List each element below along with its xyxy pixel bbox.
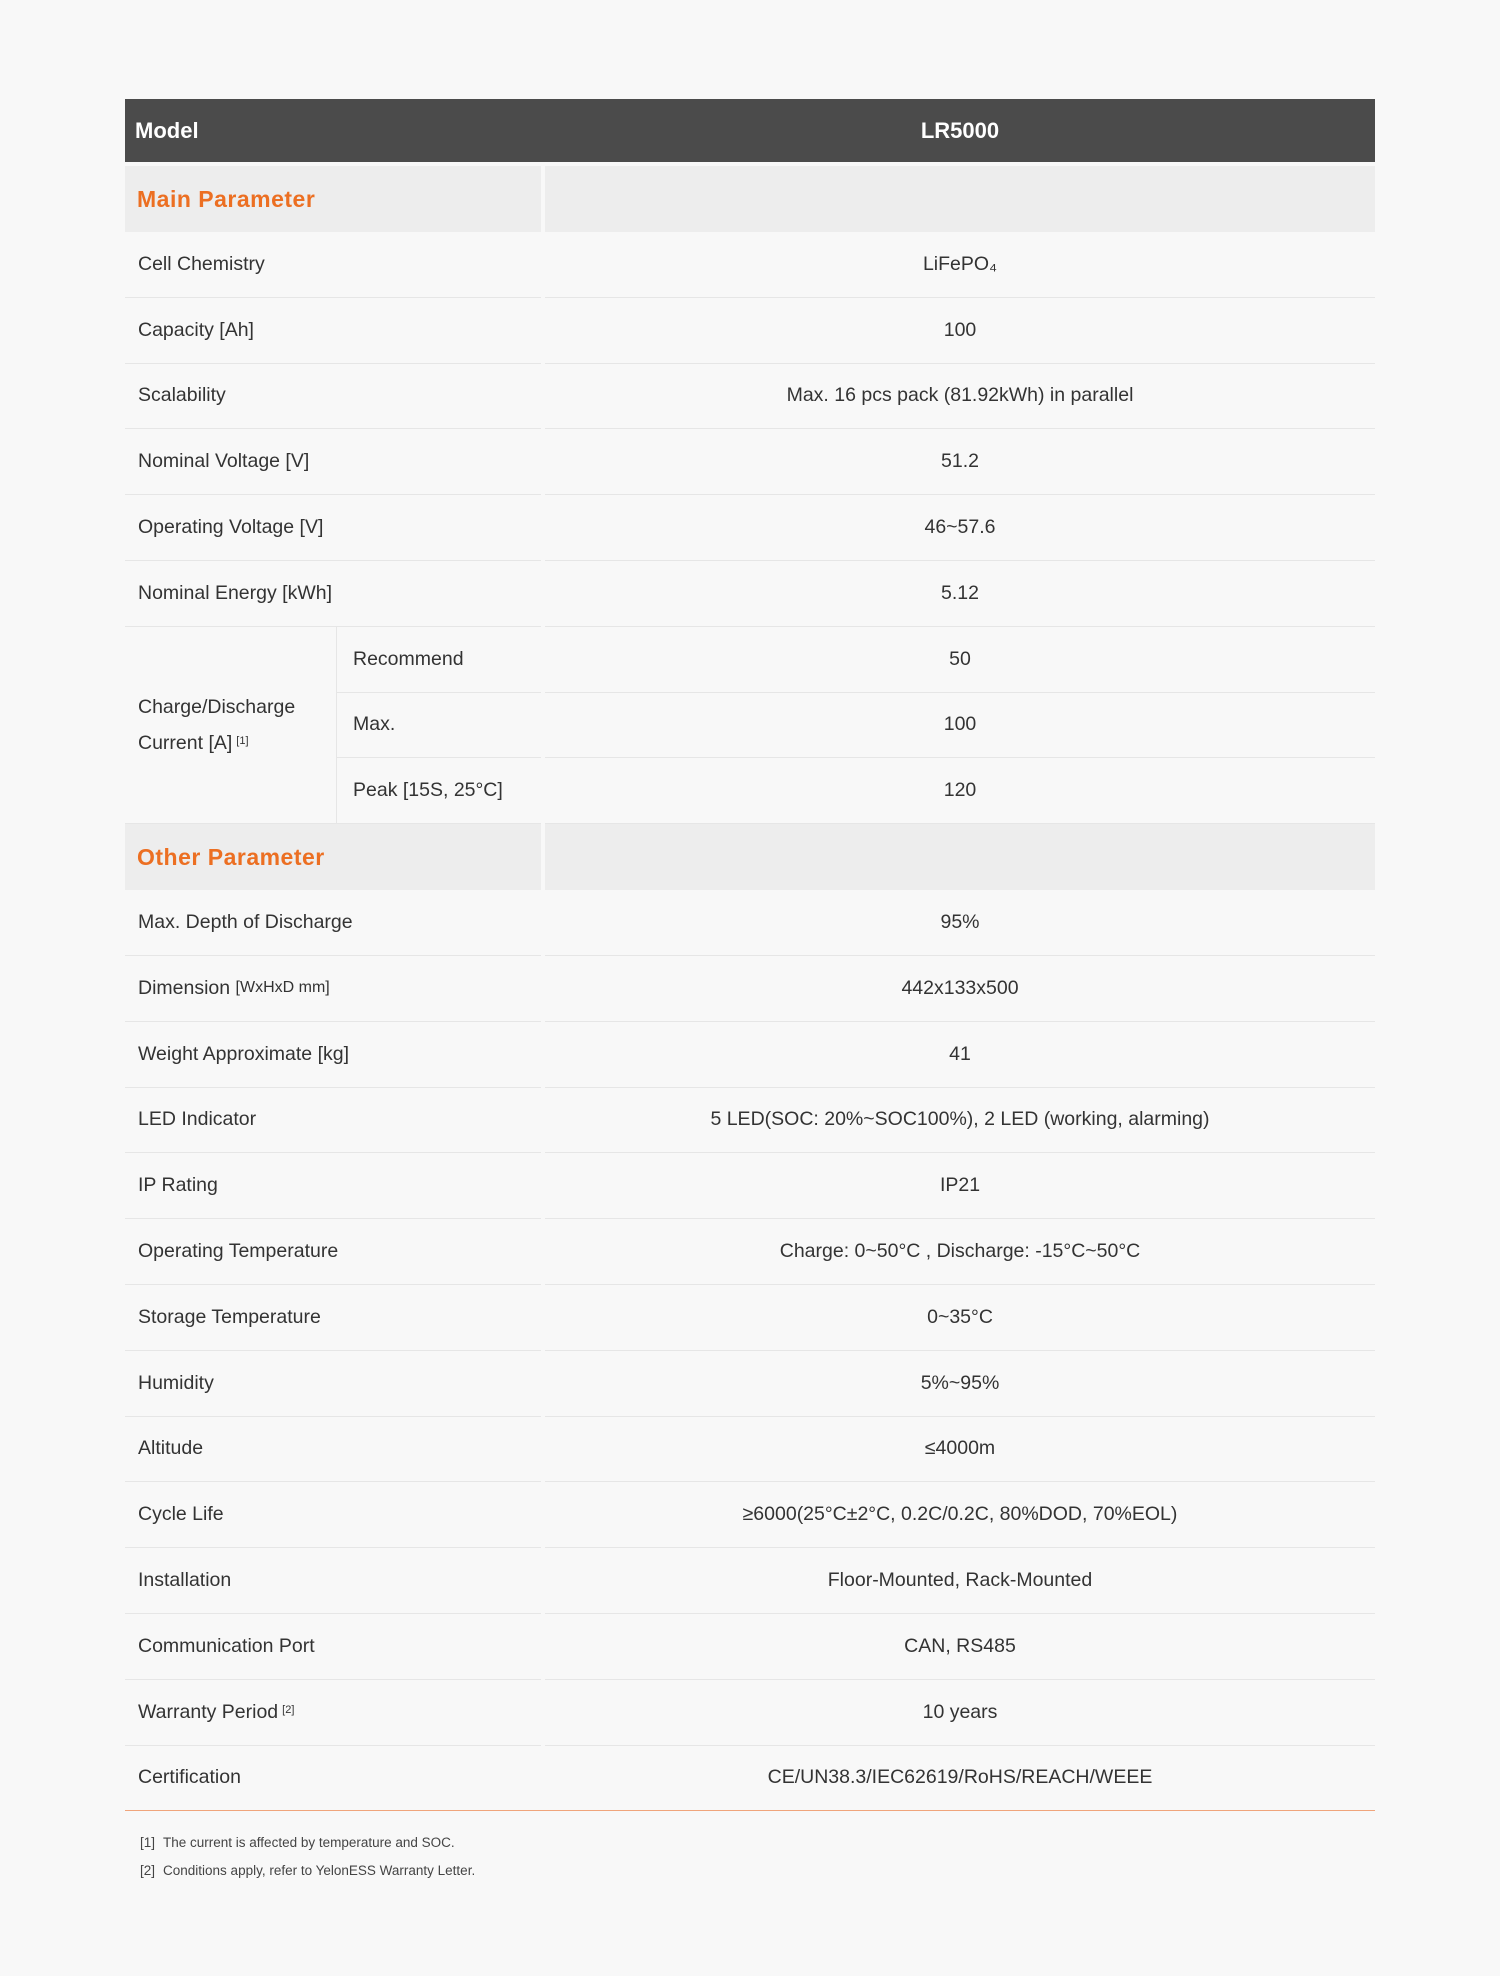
row-label: Operating Voltage [V] — [125, 495, 541, 561]
row-value: Floor-Mounted, Rack-Mounted — [545, 1548, 1375, 1614]
row-value: 100 — [545, 693, 1375, 759]
table-row — [337, 627, 1375, 693]
row-value: Charge: 0~50°C , Discharge: -15°C~50°C — [545, 1219, 1375, 1285]
row-value: 5 LED(SOC: 20%~SOC100%), 2 LED (working, alarming) — [545, 1088, 1375, 1154]
table-row — [125, 1614, 1375, 1680]
footnote-text: Conditions apply, refer to YelonESS Warranty Letter. — [163, 1863, 476, 1878]
table-row — [125, 495, 1375, 561]
charge-discharge-group — [125, 627, 1375, 824]
row-label: Operating Temperature — [125, 1219, 541, 1285]
table-row — [125, 1482, 1375, 1548]
row-value: 5.12 — [545, 561, 1375, 627]
row-value: 0~35°C — [545, 1285, 1375, 1351]
row-label — [125, 956, 541, 1022]
row-label-unit: [WxHxD mm] — [235, 979, 330, 997]
footnote-number: [2] — [140, 1863, 156, 1878]
footnote-number: [1] — [140, 1835, 156, 1850]
row-label: Max. Depth of Discharge — [125, 890, 541, 956]
table-row — [125, 1285, 1375, 1351]
row-value: 10 years — [545, 1680, 1375, 1746]
table-row — [125, 1746, 1375, 1812]
row-label: IP Rating — [125, 1153, 541, 1219]
footnote-text: The current is affected by temperature and SOC. — [163, 1835, 455, 1850]
group-label — [125, 627, 337, 824]
footnote-ref: [2] — [282, 1704, 295, 1717]
row-value: CE/UN38.3/IEC62619/RoHS/REACH/WEEE — [545, 1746, 1375, 1812]
row-label: Nominal Voltage [V] — [125, 429, 541, 495]
table-row — [125, 1417, 1375, 1483]
table-row — [125, 1022, 1375, 1088]
table-row — [337, 758, 1375, 824]
table-row — [337, 693, 1375, 759]
row-label: Certification — [125, 1746, 541, 1812]
table-row — [125, 1351, 1375, 1417]
row-label: Recommend — [337, 627, 541, 693]
table-row — [125, 561, 1375, 627]
row-label: Capacity [Ah] — [125, 298, 541, 364]
row-value: Max. 16 pcs pack (81.92kWh) in parallel — [545, 364, 1375, 430]
group-label-line1: Charge/Discharge — [138, 695, 296, 718]
table-row — [125, 1219, 1375, 1285]
row-value: 120 — [545, 758, 1375, 824]
row-label — [125, 1680, 541, 1746]
table-row — [125, 1680, 1375, 1746]
spec-table — [125, 99, 1375, 1811]
row-label: Altitude — [125, 1417, 541, 1483]
row-label: Cycle Life — [125, 1482, 541, 1548]
row-value: 5%~95% — [545, 1351, 1375, 1417]
row-label: Max. — [337, 693, 541, 759]
row-value: IP21 — [545, 1153, 1375, 1219]
row-label: Cell Chemistry — [125, 232, 541, 298]
row-value: ≥6000(25°C±2°C, 0.2C/0.2C, 80%DOD, 70%EOL) — [545, 1482, 1375, 1548]
table-header-row — [125, 99, 1375, 162]
table-row — [125, 1153, 1375, 1219]
table-row — [125, 364, 1375, 430]
section-other-parameter — [125, 824, 1375, 890]
table-row — [125, 298, 1375, 364]
group-label-line2: Current [A] — [138, 731, 233, 754]
table-row — [125, 1548, 1375, 1614]
footnotes — [140, 1829, 475, 1885]
row-label: Nominal Energy [kWh] — [125, 561, 541, 627]
footnote — [140, 1857, 475, 1885]
row-label-text: Warranty Period — [138, 1700, 279, 1723]
row-value: ≤4000m — [545, 1417, 1375, 1483]
row-label: Storage Temperature — [125, 1285, 541, 1351]
row-label: Weight Approximate [kg] — [125, 1022, 541, 1088]
row-value: 95% — [545, 890, 1375, 956]
table-row — [125, 429, 1375, 495]
table-row — [125, 232, 1375, 298]
section-title: Main Parameter — [125, 166, 541, 232]
row-value: 51.2 — [545, 429, 1375, 495]
row-label: Installation — [125, 1548, 541, 1614]
row-value: 442x133x500 — [545, 956, 1375, 1022]
model-label: Model — [135, 117, 199, 143]
footnote — [140, 1829, 475, 1857]
row-label: Communication Port — [125, 1614, 541, 1680]
table-row — [125, 1088, 1375, 1154]
row-value: 46~57.6 — [545, 495, 1375, 561]
row-label: Humidity — [125, 1351, 541, 1417]
row-label: LED Indicator — [125, 1088, 541, 1154]
row-label: Scalability — [125, 364, 541, 430]
row-label-text: Dimension — [138, 976, 231, 999]
section-main-parameter — [125, 166, 1375, 232]
row-label: Peak [15S, 25°C] — [337, 758, 541, 824]
table-row — [125, 956, 1375, 1022]
model-value: LR5000 — [920, 117, 1000, 143]
table-row — [125, 890, 1375, 956]
row-value: 41 — [545, 1022, 1375, 1088]
footnote-ref: [1] — [236, 734, 249, 747]
section-title: Other Parameter — [125, 824, 541, 890]
row-value: CAN, RS485 — [545, 1614, 1375, 1680]
row-value: LiFePO₄ — [545, 232, 1375, 298]
row-value: 100 — [545, 298, 1375, 364]
row-value: 50 — [545, 627, 1375, 693]
